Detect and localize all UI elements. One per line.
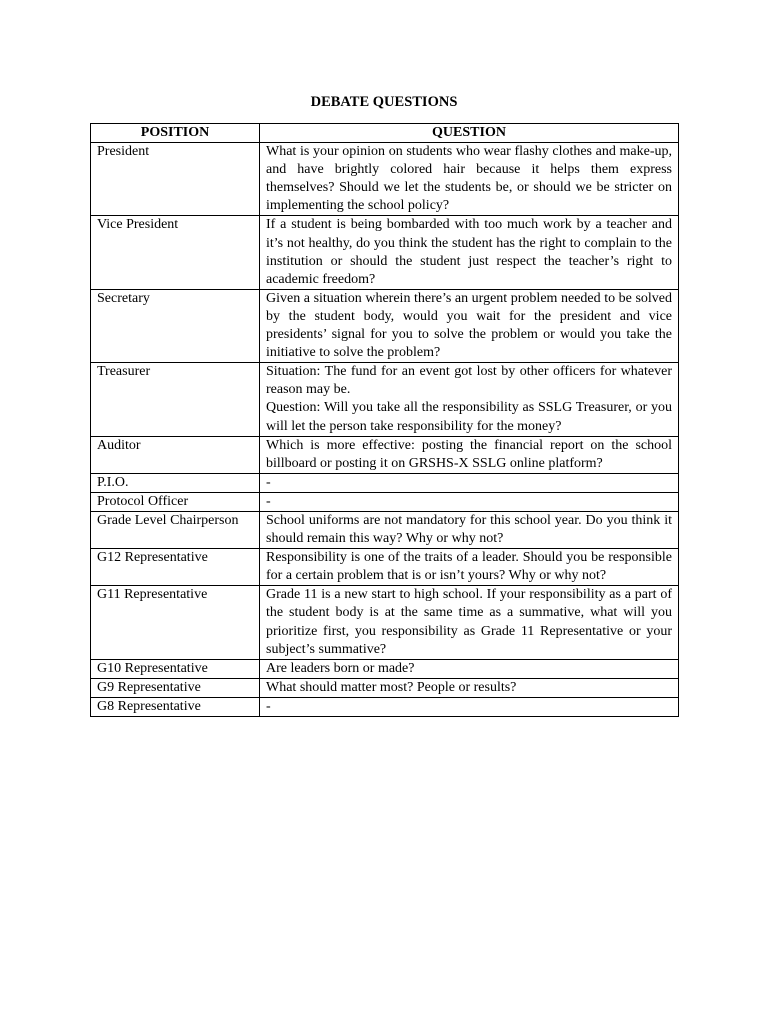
table-row: [91, 659, 679, 678]
position-cell: G9 Representative: [91, 678, 260, 697]
question-column-header: QUESTION: [260, 124, 679, 143]
table-row: [91, 549, 679, 586]
table-row: [91, 511, 679, 548]
question-cell: [260, 436, 679, 473]
question-cell: [260, 363, 679, 436]
question-text: -: [266, 493, 271, 509]
question-text: Responsibility is one of the traits of a leader. Should you be responsible for a certain problem that is or isn’t yours? Why or why not?: [266, 550, 672, 584]
position-cell: P.I.O.: [91, 473, 260, 492]
table-row: [91, 216, 679, 289]
question-cell: [260, 492, 679, 511]
page-title: DEBATE QUESTIONS: [310, 94, 458, 110]
table-row: [91, 678, 679, 697]
question-cell: [260, 511, 679, 548]
question-text: What should matter most? People or results?: [266, 679, 517, 695]
question-cell: [260, 586, 679, 659]
question-text: Question: Will you take all the responsibility as SSLG Treasurer, or you will let the person take responsibility for the money?: [266, 400, 672, 434]
question-text: What is your opinion on students who wear flashy clothes and make-up, and have brightly colored hair because it helps them express themselves? Should we let the students be, or should we be stricter on implementing the school policy?: [266, 144, 672, 214]
question-cell: [260, 473, 679, 492]
question-cell: [260, 216, 679, 289]
debate-questions-table: [90, 123, 679, 717]
position-cell: G12 Representative: [91, 549, 260, 586]
table-row: [91, 436, 679, 473]
question-cell: [260, 549, 679, 586]
position-cell: Vice President: [91, 216, 260, 289]
question-cell: [260, 143, 679, 216]
question-text: Which is more effective: posting the financial report on the school billboard or posting it on GRSHS-X SSLG online platform?: [266, 437, 672, 471]
position-cell: Protocol Officer: [91, 492, 260, 511]
table-row: [91, 143, 679, 216]
table-row: [91, 363, 679, 436]
question-text: -: [266, 698, 271, 714]
table-row: [91, 697, 679, 716]
position-cell: Auditor: [91, 436, 260, 473]
table-row: [91, 492, 679, 511]
question-text: Are leaders born or made?: [266, 660, 415, 676]
position-cell: President: [91, 143, 260, 216]
question-text: School uniforms are not mandatory for this school year. Do you think it should remain this way? Why or why not?: [266, 512, 672, 547]
question-text: Given a situation wherein there’s an urgent problem needed to be solved by the student body, would you wait for the president and vice presidents’ signal for you to solve the problem or would you take the initiative to solve the problem?: [266, 290, 672, 361]
table-row: [91, 289, 679, 362]
position-cell: Grade Level Chairperson: [91, 511, 260, 548]
question-text: -: [266, 474, 271, 490]
question-cell: [260, 659, 679, 678]
position-cell: G8 Representative: [91, 697, 260, 716]
question-cell: [260, 678, 679, 697]
question-text: Grade 11 is a new start to high school. If your responsibility as a part of the student body is at the same time as a summative, what will you prioritize first, you responsibility as Grade 11 Representative or your subject’s summative?: [266, 587, 672, 657]
question-cell: [260, 697, 679, 716]
table-row: [91, 586, 679, 659]
position-column-header: POSITION: [91, 124, 260, 143]
position-cell: G10 Representative: [91, 659, 260, 678]
table-row: [91, 473, 679, 492]
position-cell: G11 Representative: [91, 586, 260, 659]
position-cell: Treasurer: [91, 363, 260, 436]
question-text: Situation: The fund for an event got lost by other officers for whatever reason may be.: [266, 364, 672, 398]
question-cell: [260, 289, 679, 362]
position-cell: Secretary: [91, 289, 260, 362]
table-header-row: [91, 124, 679, 143]
question-text: If a student is being bombarded with too much work by a teacher and it’s not healthy, do you think the student has the right to complain to the institution or should the student just respect the teacher’s right to academic freedom?: [266, 217, 672, 287]
